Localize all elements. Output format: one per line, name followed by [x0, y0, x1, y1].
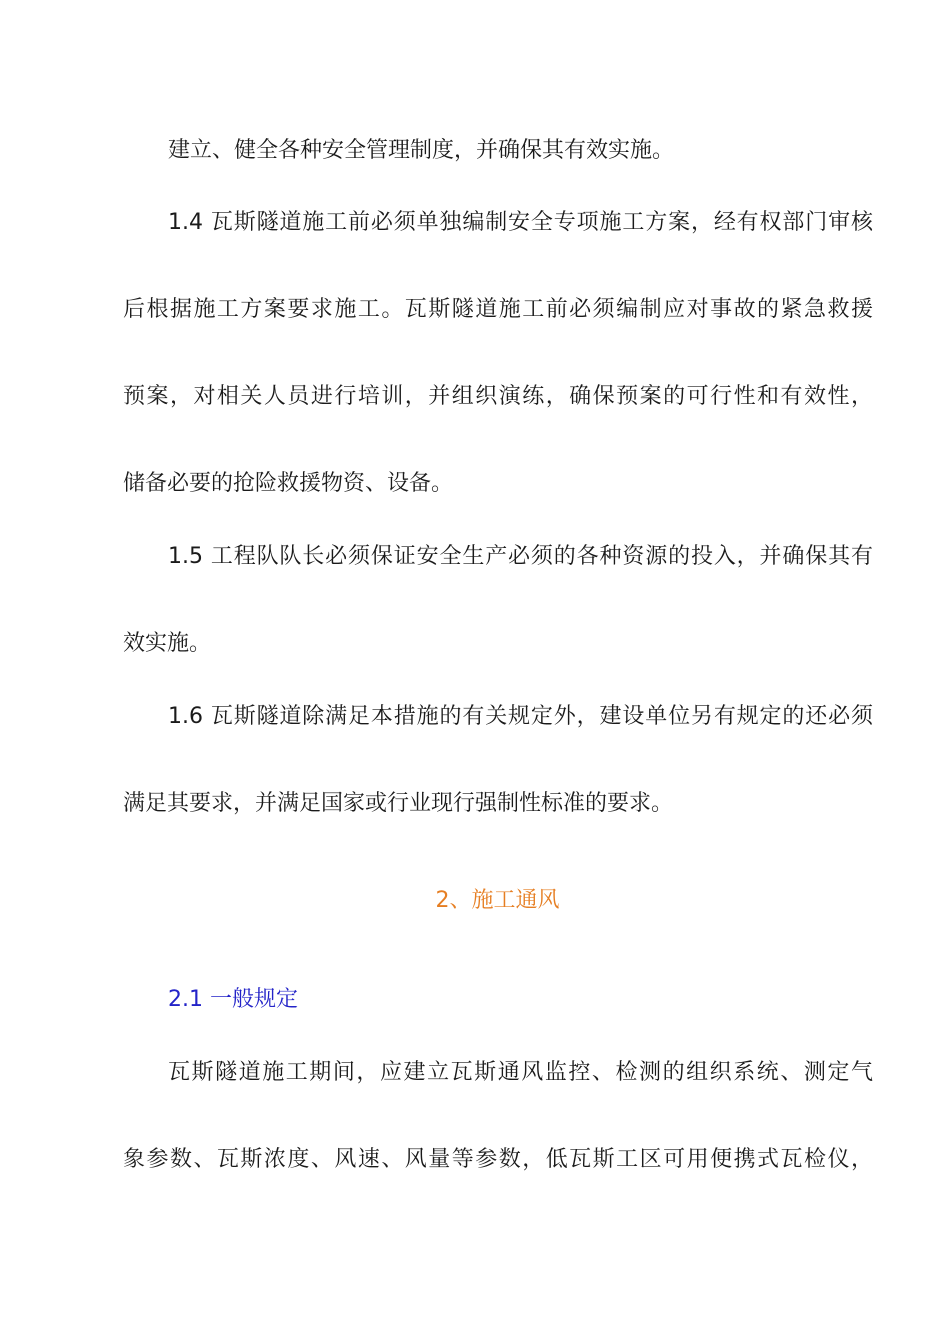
paragraph-line: 满足其要求，并满足国家或行业现行强制性标准的要求。 — [123, 791, 674, 816]
section-heading: 2、施工通风 — [435, 888, 560, 913]
paragraph-line: 1.5 工程队队长必须保证安全生产必须的各种资源的投入，并确保其有 — [168, 544, 873, 569]
paragraph-line: 建立、健全各种安全管理制度，并确保其有效实施。 — [168, 138, 675, 163]
paragraph-line: 象参数、瓦斯浓度、风速、风量等参数，低瓦斯工区可用便携式瓦检仪， — [123, 1147, 873, 1172]
paragraph-line: 瓦斯隧道施工期间，应建立瓦斯通风监控、检测的组织系统、测定气 — [168, 1060, 873, 1085]
paragraph-line: 储备必要的抢险救援物资、设备。 — [123, 471, 454, 496]
subsection-heading: 2.1 一般规定 — [168, 987, 298, 1012]
paragraph-line: 后根据施工方案要求施工。瓦斯隧道施工前必须编制应对事故的紧急救援 — [123, 297, 873, 322]
paragraph-line: 1.6 瓦斯隧道除满足本措施的有关规定外，建设单位另有规定的还必须 — [168, 704, 873, 729]
paragraph-line: 预案，对相关人员进行培训，并组织演练，确保预案的可行性和有效性， — [123, 384, 873, 409]
paragraph-line: 效实施。 — [123, 631, 212, 656]
paragraph-line: 1.4 瓦斯隧道施工前必须单独编制安全专项施工方案，经有权部门审核 — [168, 210, 873, 235]
